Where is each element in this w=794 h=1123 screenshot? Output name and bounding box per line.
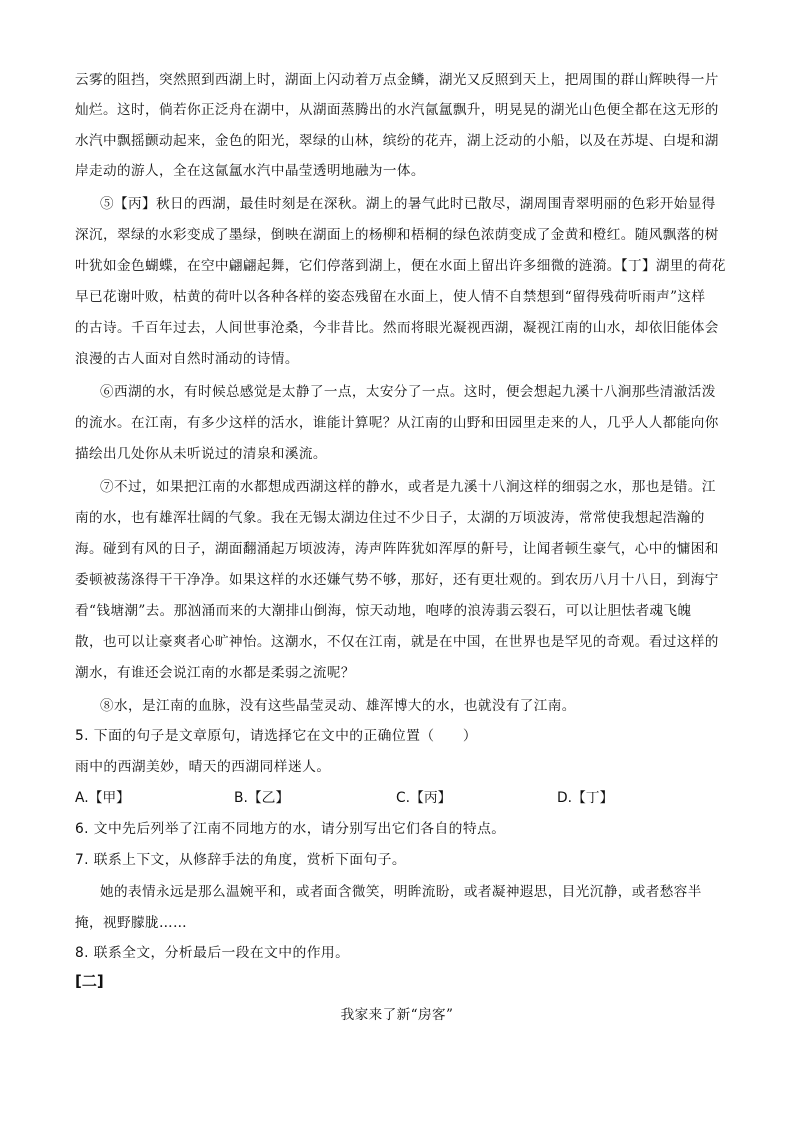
passage-line: 委顿被荡涤得干干净净。如果这样的水还嫌气势不够，那好，还有更壮观的。到农历八月十八日，到海宁 bbox=[75, 572, 719, 588]
question-7-quote: 她的表情永远是那么温婉平和，或者面含微笑，明眸流盼，或者凝神遐思，目光沉静，或者愁容半 bbox=[100, 884, 702, 900]
passage-line: 叶犹如金色蝴蝶，在空中翩翩起舞，它们停落到湖上，便在水面上留出许多细微的涟漪。【丁】湖里的荷花 bbox=[75, 258, 726, 274]
passage-line: 的流水。在江南，有多少这样的活水，谁能计算呢？从江南的山野和田园里走来的人，几乎人人都能向你 bbox=[75, 415, 719, 431]
question-6: 6. 文中先后列举了江南不同地方的水，请分别写出它们各自的特点。 bbox=[75, 821, 506, 837]
option-b[interactable]: B.【乙】 bbox=[234, 790, 290, 806]
section-label: [二] bbox=[75, 972, 104, 990]
passage-line: 描绘出几处你从未听说过的清泉和溪流。 bbox=[75, 446, 327, 462]
passage-line: 的古诗。千百年过去，人间世事沧桑，今非昔比。然而将眼光凝视西湖，凝视江南的山水，却依旧能体会 bbox=[75, 320, 719, 336]
question-8: 8. 联系全文，分析最后一段在文中的作用。 bbox=[75, 945, 350, 961]
passage-line: 潮水，有谁还会说江南的水都是柔弱之流呢？ bbox=[75, 665, 355, 681]
passage-line: 浪漫的古人面对自然时涌动的诗情。 bbox=[75, 351, 299, 367]
passage-line: 深沉，翠绿的水彩变成了墨绿，倒映在湖面上的杨柳和梧桐的绿色浓荫变成了金黄和橙红。随风飘落的树 bbox=[75, 227, 719, 243]
passage-line: 水汽中飘摇颤动起来，金色的阳光，翠绿的山林，缤纷的花卉，湖上泛动的小船，以及在苏堤、白堤和湖 bbox=[75, 133, 719, 149]
question-5-sentence: 雨中的西湖美妙，晴天的西湖同样迷人。 bbox=[75, 759, 331, 775]
passage-line: ⑥西湖的水，有时候总感觉是太静了一点，太安分了一点。这时，便会想起九溪十八涧那些清澈活泼 bbox=[100, 384, 716, 400]
option-d[interactable]: D.【丁】 bbox=[557, 790, 614, 806]
passage-line: 散，也可以让豪爽者心旷神怡。这潮水，不仅在江南，就是在中国，在世界也是罕见的奇观。看过这样的 bbox=[75, 634, 719, 650]
passage-line: 海。碰到有风的日子，湖面翻涌起万顷波涛，涛声阵阵犹如浑厚的鼾号，让闻者顿生豪气，心中的慵困和 bbox=[75, 541, 719, 557]
passage-line: 早已花谢叶败，枯黄的荷叶以各种各样的姿态残留在水面上，使人情不自禁想到“留得残荷听雨声”这样 bbox=[75, 289, 706, 305]
article-title: 我家来了新“房客” bbox=[340, 1007, 454, 1023]
passage-line: 看“钱塘潮”去。那汹涌而来的大潮排山倒海，惊天动地，咆哮的浪涛翡云裂石，可以让胆怯者魂飞魄 bbox=[75, 603, 692, 619]
question-7-quote: 掩，视野朦胧…… bbox=[75, 915, 187, 931]
passage-line: 云雾的阻挡，突然照到西湖上时，湖面上闪动着万点金鳞，湖光又反照到天上，把周围的群山辉映得一片 bbox=[75, 72, 719, 88]
question-7: 7. 联系上下文，从修辞手法的角度，赏析下面句子。 bbox=[75, 852, 407, 868]
option-a[interactable]: A.【甲】 bbox=[75, 790, 130, 806]
passage-line: 南的水，也有雄浑壮阔的气象。我在无锡太湖边住过不少日子，太湖的万顷波涛，常常使我想起浩瀚的 bbox=[75, 510, 705, 526]
passage-line: ⑧水，是江南的血脉，没有这些晶莹灵动、雄浑博大的水，也就没有了江南。 bbox=[100, 698, 576, 714]
passage-line: 岸走动的游人，全在这氤氲水汽中晶莹透明地融为一体。 bbox=[75, 163, 425, 179]
passage-line: ⑦不过，如果把江南的水都想成西湖这样的静水，或者是九溪十八涧这样的细弱之水，那也是错。江 bbox=[100, 479, 716, 495]
question-5: 5. 下面的句子是文章原句，请选择它在文中的正确位置（ ） bbox=[75, 728, 478, 744]
option-c[interactable]: C.【丙】 bbox=[396, 790, 452, 806]
passage-line: 灿烂。这时，倘若你正泛舟在湖中，从湖面蒸腾出的水汽氤氲飘升，明晃晃的湖光山色便全都在这无形的 bbox=[75, 102, 719, 118]
passage-line: ⑤【丙】秋日的西湖，最佳时刻是在深秋。湖上的暑气此时已散尽，湖周围青翠明丽的色彩开始显得 bbox=[100, 196, 716, 212]
